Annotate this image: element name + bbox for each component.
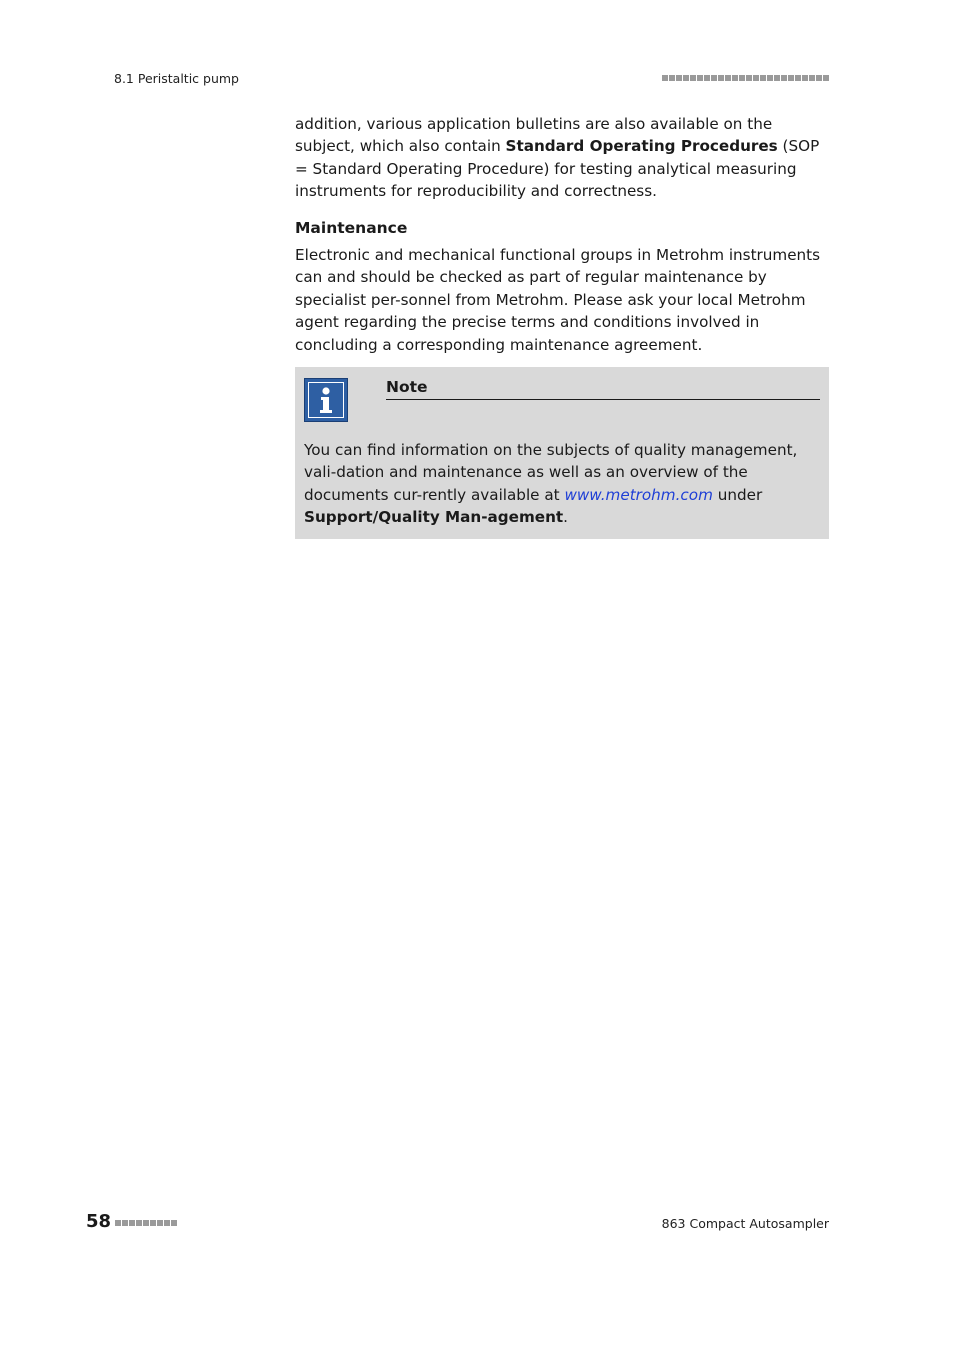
sop-term: Standard Operating Procedures: [505, 137, 778, 156]
page-number: 58: [86, 1211, 112, 1232]
running-header-section: 8.1 Peristaltic pump: [114, 71, 239, 86]
paragraph-sop: addition, various application bulletins are also available on the subject, which also contain Standard Operating Procedures (SOP = Standard Operating Procedure) for testing analytical measuring instruments for reproducibility and correctness.: [295, 115, 820, 201]
paragraph-maintenance: Electronic and mechanical functional groups in Metrohm instruments can and should be checked as part of regular maintenance by specialist per-sonnel from Metrohm. Please ask your local Metrohm agent regarding the precise terms and conditions involved in concluding a corresponding maintenance agreement.: [295, 246, 821, 354]
note-box: [295, 367, 829, 539]
footer-decoration-squares: [115, 1220, 177, 1226]
main-content: [295, 113, 831, 356]
support-quality-management: Support/Quality Man-agement: [304, 508, 564, 527]
product-name: 863 Compact Autosampler: [661, 1216, 829, 1231]
header-decoration-squares: [662, 75, 829, 81]
note-title: Note: [386, 375, 820, 400]
maintenance-heading: Maintenance: [295, 218, 408, 237]
note-text: You can find information on the subjects of quality management, vali-dation and maintenance as well as an overview of the documents cur-rently available at www.metrohm.com under Support/Quality Man-agement.: [304, 441, 798, 527]
metrohm-link[interactable]: www.metrohm.com: [564, 485, 713, 504]
info-icon: [304, 378, 348, 422]
